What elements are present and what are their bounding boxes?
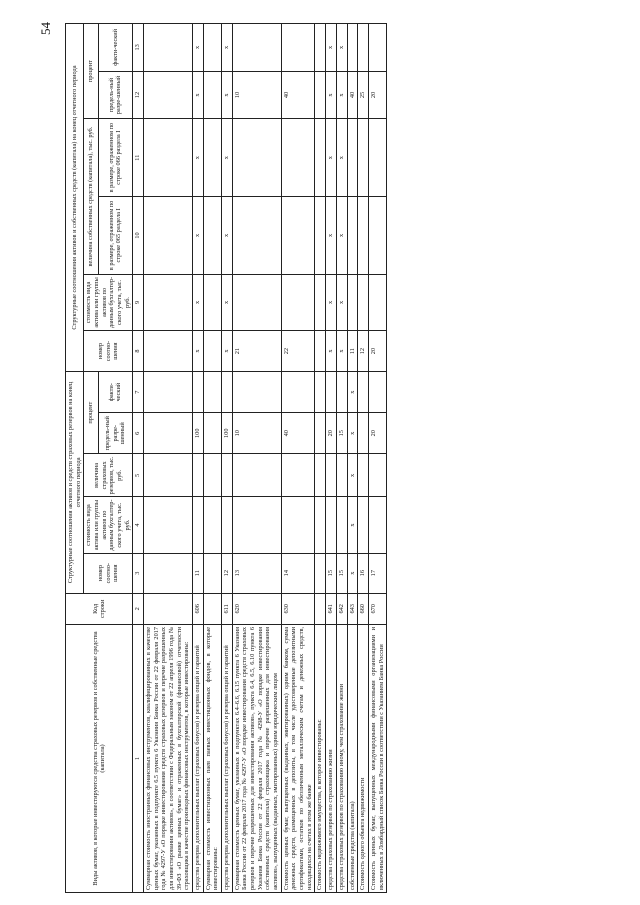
col-num: 7 (133, 372, 144, 413)
header-group-capital: Структурные соотношения активов и собственных средств (капитала) на конец отчетного периода (66, 24, 84, 372)
header-actual-2: факти-ческий (98, 24, 133, 72)
row-code: 660 (358, 593, 369, 624)
col-num: 5 (133, 454, 144, 497)
row-cell: 15 (336, 553, 347, 593)
row-cell (315, 331, 326, 372)
col-num: 10 (133, 197, 144, 275)
page-number: 54 (38, 22, 53, 35)
row-cell: x (326, 197, 337, 275)
row-cell (347, 197, 358, 275)
table-row (222, 24, 233, 893)
row-cell (232, 454, 281, 497)
row-description: Стоимость ценных бумаг, выпущенных международными финансовыми организациями и включенных в Ломбардный список Банка России в соответствии с Указанием Банка России (368, 624, 386, 892)
row-cell (281, 497, 315, 553)
row-cell (232, 372, 281, 413)
row-cell (315, 553, 326, 593)
row-cell: x (347, 454, 358, 497)
row-cell: x (336, 24, 347, 72)
row-cell: x (222, 331, 233, 372)
row-cell: x (326, 71, 337, 119)
row-cell (144, 119, 193, 197)
header-asset-value: стоимость вида актива или группы активов по данным бухгалтер-ского учета, тыс. руб. (84, 497, 133, 553)
header-capital-amount: величина собственных средств (капитала), тыс. руб. (84, 119, 98, 275)
row-cell (315, 454, 326, 497)
row-cell (347, 24, 358, 72)
header-asset-types: Виды активов, в которые инвестируются средства страховых резервов и собственные средства (капитала) (66, 624, 133, 892)
row-cell: x (222, 71, 233, 119)
row-cell: x (347, 497, 358, 553)
row-cell (144, 553, 193, 593)
row-cell: x (222, 274, 233, 330)
col-num: 13 (133, 24, 144, 72)
header-line-066: в размере, отраженном по строке 066 раздела I (98, 119, 133, 197)
row-cell (144, 454, 193, 497)
row-cell: x (193, 274, 204, 330)
row-cell: 17 (368, 553, 386, 593)
row-cell (347, 119, 358, 197)
col-num: 12 (133, 71, 144, 119)
row-cell (315, 372, 326, 413)
row-cell: x (326, 331, 337, 372)
row-cell: x (336, 119, 347, 197)
row-code (203, 593, 221, 624)
row-cell (144, 331, 193, 372)
row-cell (281, 274, 315, 330)
row-cell (203, 197, 221, 275)
row-cell: x (222, 197, 233, 275)
row-description: Стоимость ценных бумаг, выпущенных (выданных, эмитированных) одним банком, сумма денежных средств, размещенных в депозиты, в том числе удостоверенные депозитными сертификатами, остатков по обезличенным металлическим счетам и денежных средств, находящихся на счетах в этом же банке (281, 624, 315, 892)
row-cell (203, 413, 221, 454)
row-cell (203, 119, 221, 197)
row-cell: x (326, 119, 337, 197)
row-cell (232, 497, 281, 553)
row-cell (281, 197, 315, 275)
row-cell: 20 (368, 331, 386, 372)
row-cell: x (222, 24, 233, 72)
row-cell (144, 372, 193, 413)
row-cell (358, 413, 369, 454)
row-cell: x (347, 372, 358, 413)
col-num: 6 (133, 413, 144, 454)
row-code: 630 (281, 593, 315, 624)
row-cell (315, 497, 326, 553)
row-cell: 100 (222, 413, 233, 454)
header-percent: процент (84, 372, 98, 454)
row-description: средства страховых резервов по страхованию жизни (326, 624, 337, 892)
header-actual: факти-ческий (98, 372, 133, 413)
row-cell: 11 (193, 553, 204, 593)
row-cell: 22 (281, 331, 315, 372)
row-cell (368, 497, 386, 553)
row-cell (326, 372, 337, 413)
row-cell (358, 119, 369, 197)
header-limit-2: предель-ный разре-шенный (98, 71, 133, 119)
row-cell (203, 24, 221, 72)
table-row (336, 24, 347, 893)
table-body (144, 24, 387, 893)
row-cell (358, 24, 369, 72)
row-cell (315, 119, 326, 197)
row-cell (315, 197, 326, 275)
row-description: средства резерва дополнительных выплат (страховых бонусов) и резерва опций и гарантий (193, 624, 204, 892)
row-cell (315, 24, 326, 72)
row-cell: 40 (347, 71, 358, 119)
row-description: Суммарная стоимость иностранных финансовых инструментов, квалифицированных в качестве ценных бумаг, указанных в подпункте 6.5 пункта 6 Указания Банка России от 22 февраля 2017 года № 4297-У «О порядке инвестирования средств страховых резервов и перечне разрешенных для инвестирования активов», в соответствии с Федеральным законом от 22 апреля 1996 года № 39-ФЗ «О рынке ценных бумаг» и отраженных в бухгалтерской (финансовой) отчетности страховщика в качестве производных финансовых инструментов, в которые инвестированы: (144, 624, 193, 892)
row-cell (193, 372, 204, 413)
row-cell: 11 (347, 331, 358, 372)
row-cell (368, 454, 386, 497)
col-num: 8 (133, 331, 144, 372)
row-code: 643 (347, 593, 358, 624)
row-cell: 40 (281, 413, 315, 454)
row-cell (358, 274, 369, 330)
row-cell (281, 119, 315, 197)
row-cell (203, 372, 221, 413)
row-cell: 20 (326, 413, 337, 454)
row-description: Суммарная стоимость ценных бумаг, указанных в подпунктах 6.4–6.6, 6.15 пункта 6 Указания Банка России от 22 февраля 2017 года № 4297-У «О порядке инвестирования средств страховых резервов и перечне разрешенных для инвестирования активов», пункта 6.4, 6.5, 6.10 пункта 6 Указания Банка России от 22 февраля 2017 года № 4298-У «О порядке инвестирования собственных средств (капитала) страховщика и перечне разрешенных для инвестирования активов», выпущенных (выданных, эмитированных) одним юридическим лицом (232, 624, 281, 892)
row-cell (368, 372, 386, 413)
row-cell (358, 497, 369, 553)
structural-ratios-table (65, 23, 387, 893)
row-cell (203, 331, 221, 372)
header-line-065: в размере, отраженном по строке 065 раздела I (98, 197, 133, 275)
row-cell: x (193, 71, 204, 119)
row-code: 642 (336, 593, 347, 624)
row-cell: 40 (281, 71, 315, 119)
row-description: средства страховых резервов по страхованию иному, чем страхование жизни (336, 624, 347, 892)
row-cell: 10 (232, 71, 281, 119)
row-cell (222, 372, 233, 413)
row-cell: x (336, 71, 347, 119)
row-cell (281, 372, 315, 413)
row-cell (222, 497, 233, 553)
row-cell (232, 119, 281, 197)
row-cell (203, 71, 221, 119)
row-code: 641 (326, 593, 337, 624)
row-code (144, 593, 193, 624)
table-row (326, 24, 337, 893)
header-asset-value-2: стоимость вида актива или группы активов по данным бухгалтер-ского учета, тыс. руб. (84, 274, 133, 330)
row-cell: 10 (232, 413, 281, 454)
row-cell (232, 197, 281, 275)
table-row (232, 24, 281, 893)
row-cell: 14 (281, 553, 315, 593)
row-cell (144, 274, 193, 330)
table-row (315, 24, 326, 893)
table-row (203, 24, 221, 893)
row-cell: 20 (368, 71, 386, 119)
row-cell: x (193, 24, 204, 72)
row-cell (232, 274, 281, 330)
column-number-row (133, 24, 144, 893)
table-row (368, 24, 386, 893)
row-cell (368, 24, 386, 72)
header-group-reserves: Структурные соотношения активов и средств страховых резервов на конец отчетного периода (66, 372, 84, 594)
row-code: 620 (232, 593, 281, 624)
col-num: 4 (133, 497, 144, 553)
row-cell (232, 24, 281, 72)
header-ratio-number: номер соотно-шения (84, 553, 133, 593)
row-cell (315, 274, 326, 330)
row-cell: x (193, 119, 204, 197)
row-cell: x (336, 331, 347, 372)
header-ratio-number-2: номер соотно-шения (84, 331, 133, 372)
header-percent-2: процент (84, 24, 98, 119)
row-cell (368, 274, 386, 330)
row-cell (144, 197, 193, 275)
row-cell (368, 119, 386, 197)
row-cell: 21 (232, 331, 281, 372)
row-code: 670 (368, 593, 386, 624)
table-row (281, 24, 315, 893)
row-cell: x (336, 274, 347, 330)
row-cell: x (336, 197, 347, 275)
row-cell (336, 497, 347, 553)
row-cell (315, 413, 326, 454)
table-row (144, 24, 193, 893)
row-cell: x (347, 553, 358, 593)
row-cell: 100 (193, 413, 204, 454)
row-cell: x (347, 413, 358, 454)
table-row (358, 24, 369, 893)
row-cell: x (222, 119, 233, 197)
col-num: 3 (133, 553, 144, 593)
col-num: 9 (133, 274, 144, 330)
row-cell (203, 497, 221, 553)
row-description: Стоимость одного объекта недвижимости (358, 624, 369, 892)
row-cell (144, 413, 193, 454)
col-num: 1 (133, 624, 144, 892)
row-cell: 13 (232, 553, 281, 593)
header-limit: предель-ный разре-шенный (98, 413, 133, 454)
table-header (66, 24, 144, 893)
row-cell (144, 71, 193, 119)
row-cell: x (193, 197, 204, 275)
row-cell (326, 454, 337, 497)
row-cell (144, 24, 193, 72)
header-row-code: Код строки (66, 593, 133, 624)
row-cell: 16 (358, 553, 369, 593)
row-cell (336, 454, 347, 497)
row-cell (368, 197, 386, 275)
row-description: Суммарная стоимость инвестиционных паев паевых инвестиционных фондов, в которые инвестированы: (203, 624, 221, 892)
row-cell (193, 497, 204, 553)
row-description: Стоимость недвижимого имущества, в которое инвестированы: (315, 624, 326, 892)
row-cell (203, 553, 221, 593)
row-cell: 20 (368, 413, 386, 454)
row-cell (203, 454, 221, 497)
row-cell (222, 454, 233, 497)
row-cell: 15 (336, 413, 347, 454)
row-cell: 12 (222, 553, 233, 593)
row-code: 611 (222, 593, 233, 624)
row-cell (193, 454, 204, 497)
row-cell (203, 274, 221, 330)
col-num: 11 (133, 119, 144, 197)
row-cell (358, 454, 369, 497)
row-cell: x (326, 24, 337, 72)
row-cell (358, 197, 369, 275)
row-cell: 15 (326, 553, 337, 593)
row-cell (281, 454, 315, 497)
row-cell: x (193, 331, 204, 372)
row-cell (144, 497, 193, 553)
col-num: 2 (133, 593, 144, 624)
row-cell (326, 497, 337, 553)
row-code (315, 593, 326, 624)
row-cell (281, 24, 315, 72)
row-cell (315, 71, 326, 119)
row-description: собственные средства (капитала) (347, 624, 358, 892)
row-cell: 12 (358, 331, 369, 372)
row-cell: 25 (358, 71, 369, 119)
row-code: 606 (193, 593, 204, 624)
table-row (193, 24, 204, 893)
row-cell: x (326, 274, 337, 330)
row-cell (336, 372, 347, 413)
header-reserves-amount: величина страховых резервов, тыс. руб. (84, 454, 133, 497)
table-row (347, 24, 358, 893)
row-description: средства резерва дополнительных выплат (страховых бонусов) и резерва опций и гарантий (222, 624, 233, 892)
row-cell (347, 274, 358, 330)
row-cell (358, 372, 369, 413)
